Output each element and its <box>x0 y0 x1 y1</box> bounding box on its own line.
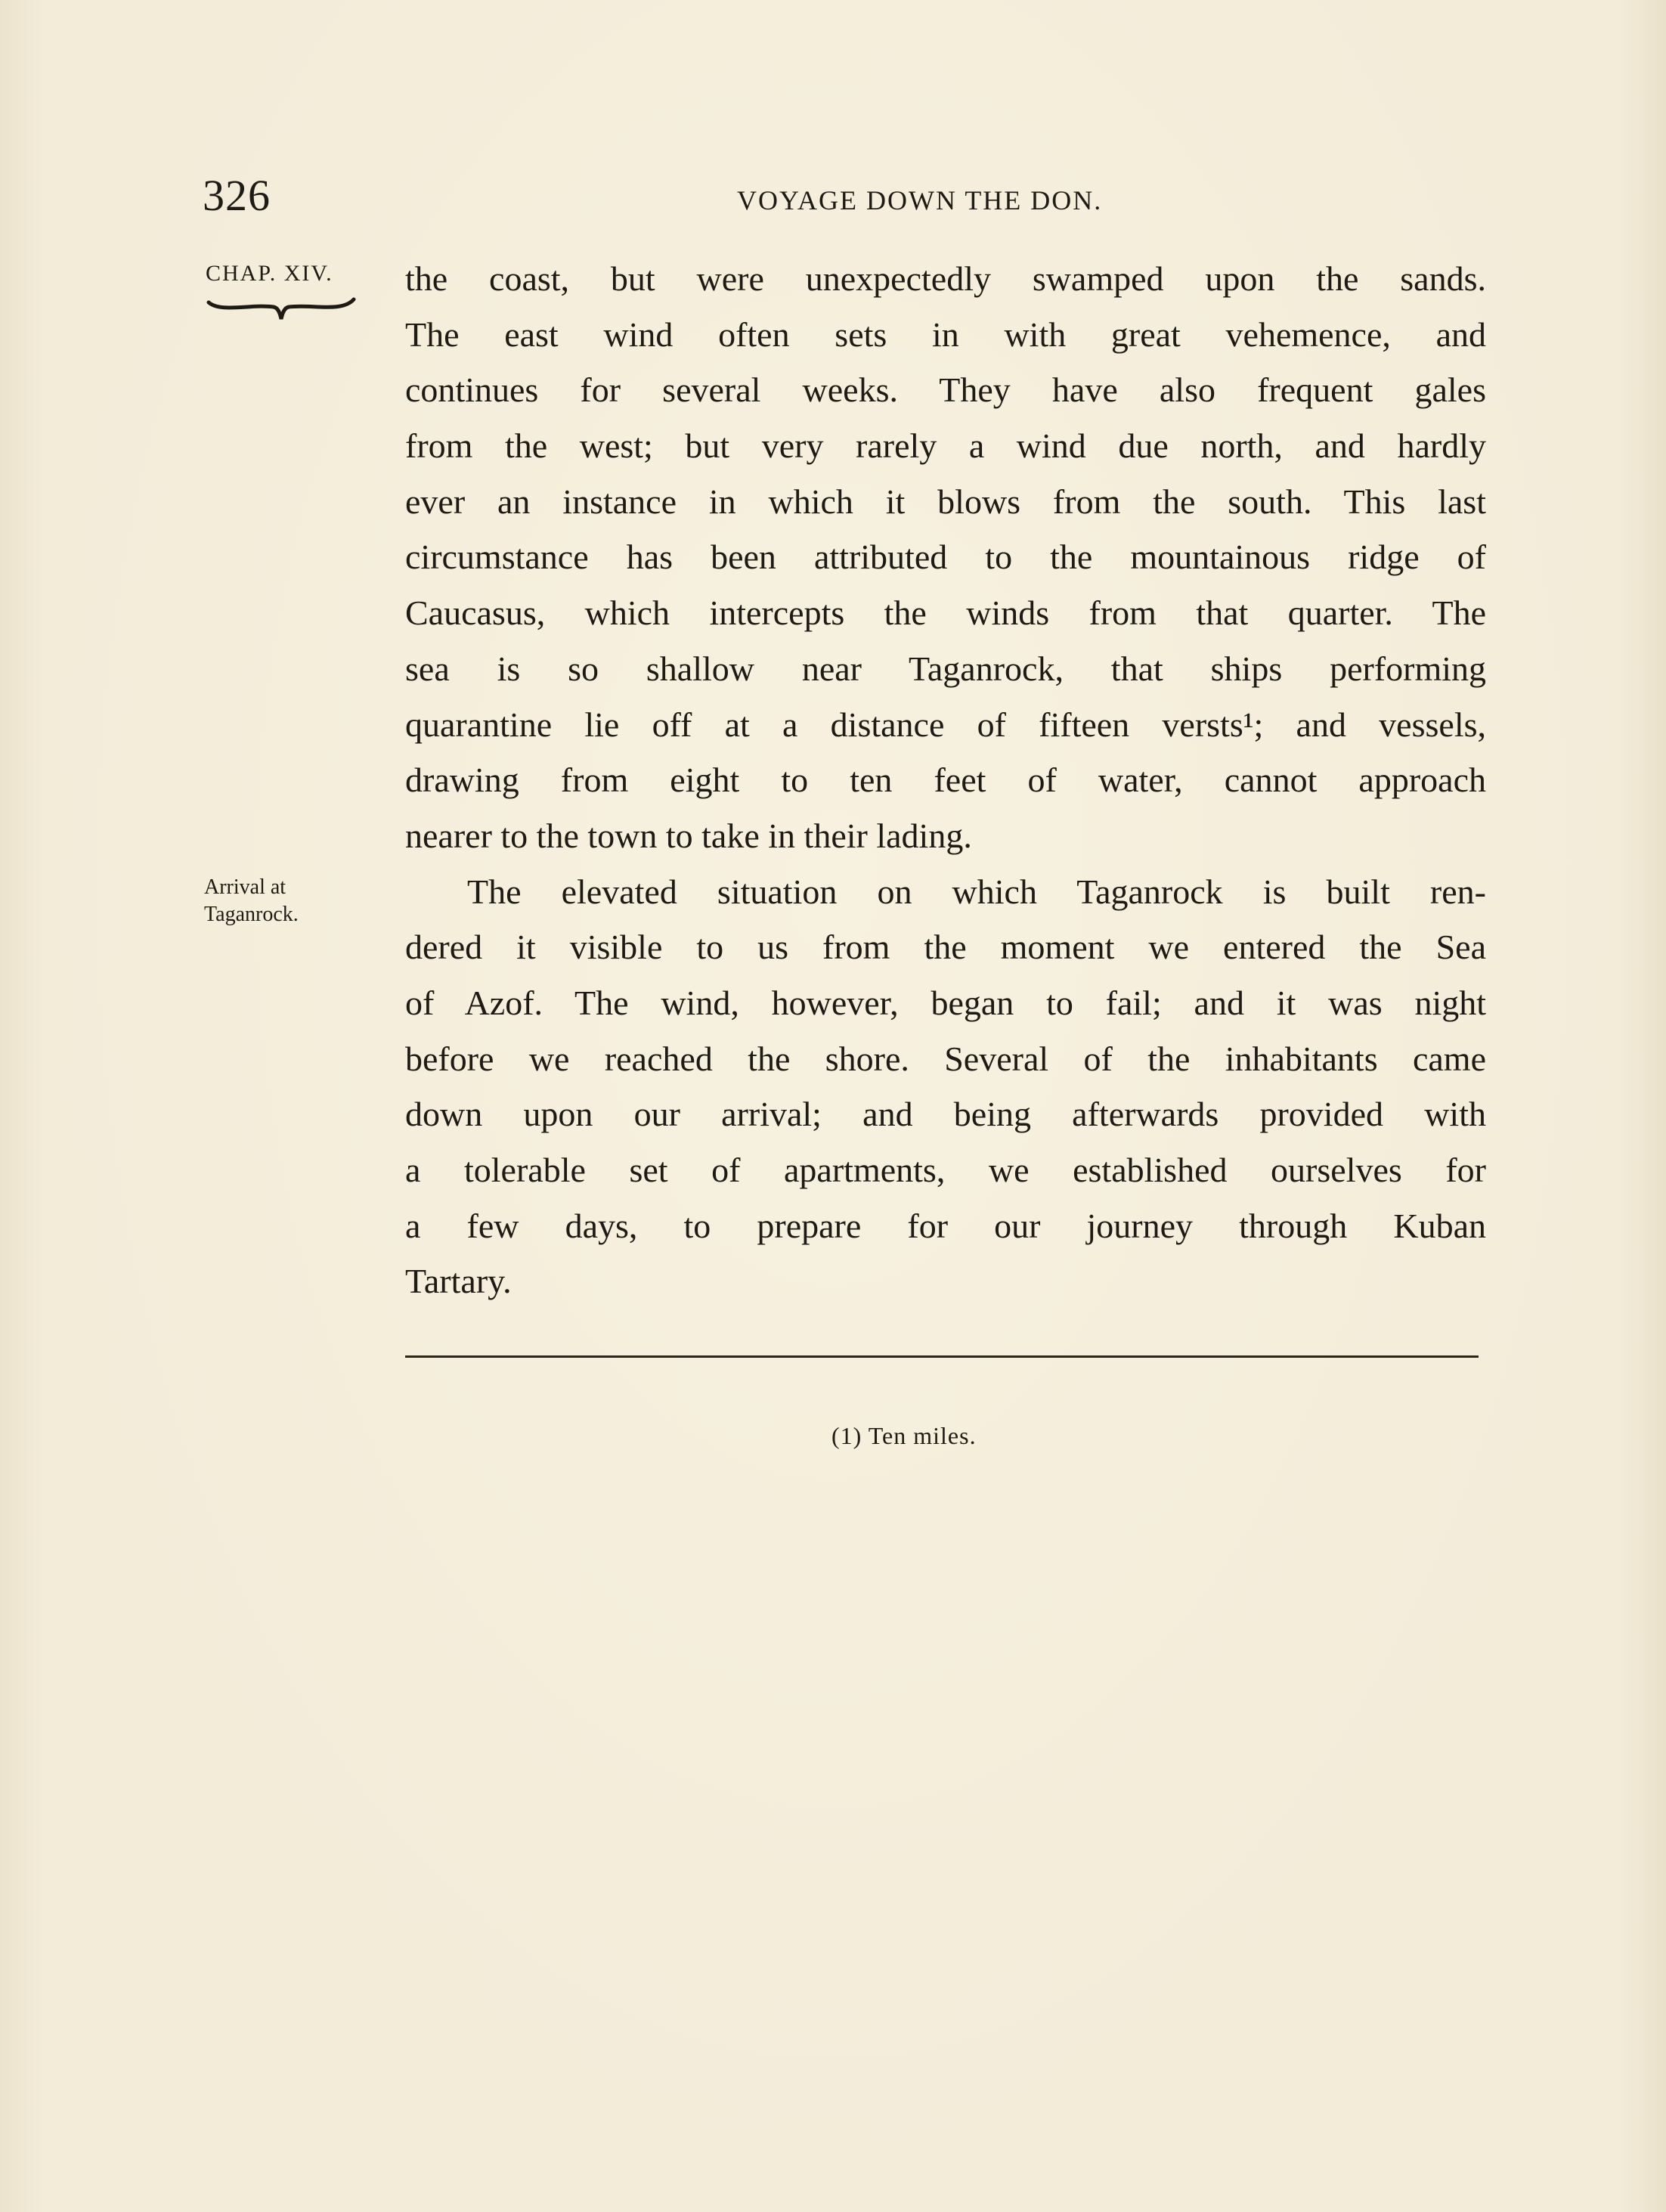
text-line: sea is so shallow near Taganrock, that ships performing <box>405 649 1486 688</box>
text-line: nearer to the town to take in their lading. <box>405 816 972 855</box>
margin-note-line-1: Arrival at <box>204 875 286 899</box>
chapter-label: CHAP. XIV. <box>206 261 333 286</box>
text-line: quarantine lie off at a distance of fifteen versts¹; and vessels, <box>405 705 1486 744</box>
margin-note-line-2: Taganrock. <box>204 903 299 926</box>
margin-note <box>204 874 355 928</box>
body-text <box>405 251 1486 1309</box>
text-line: a tolerable set of apartments, we established ourselves for <box>405 1151 1486 1189</box>
text-line: of Azof. The wind, however, began to fail; and it was night <box>405 983 1486 1022</box>
text-line: down upon our arrival; and being afterwards provided with <box>405 1095 1486 1134</box>
page-number: 326 <box>203 171 271 220</box>
text-line: dered it visible to us from the moment we entered the Sea <box>405 928 1486 967</box>
text-line: continues for several weeks. They have also frequent gales <box>405 370 1486 410</box>
text-line: before we reached the shore. Several of the inhabitants came <box>405 1039 1486 1078</box>
running-head-title: VOYAGE DOWN THE DON. <box>737 185 1103 215</box>
chapter-brace-ornament <box>206 296 357 324</box>
footnote: (1) Ten miles. <box>831 1422 977 1449</box>
footnote-separator-rule <box>405 1355 1479 1358</box>
text-line: circumstance has been attributed to the mountainous ridge of <box>405 538 1486 577</box>
text-line: ever an instance in which it blows from the south. This last <box>405 482 1486 521</box>
text-line: Tartary. <box>405 1262 512 1301</box>
paragraph-first-line: The elevated situation on which Taganrock is built ren- <box>467 872 1486 911</box>
text-line: drawing from eight to ten feet of water, cannot approach <box>405 761 1486 800</box>
text-line: Caucasus, which intercepts the winds from that quarter. The <box>405 593 1486 633</box>
text-line: a few days, to prepare for our journey through Kuban <box>405 1206 1486 1245</box>
text-line: the coast, but were unexpectedly swamped upon the sands. <box>405 259 1486 298</box>
text-line: The east wind often sets in with great vehemence, and <box>405 314 1486 354</box>
text-line: from the west; but very rarely a wind due north, and hardly <box>405 426 1486 466</box>
